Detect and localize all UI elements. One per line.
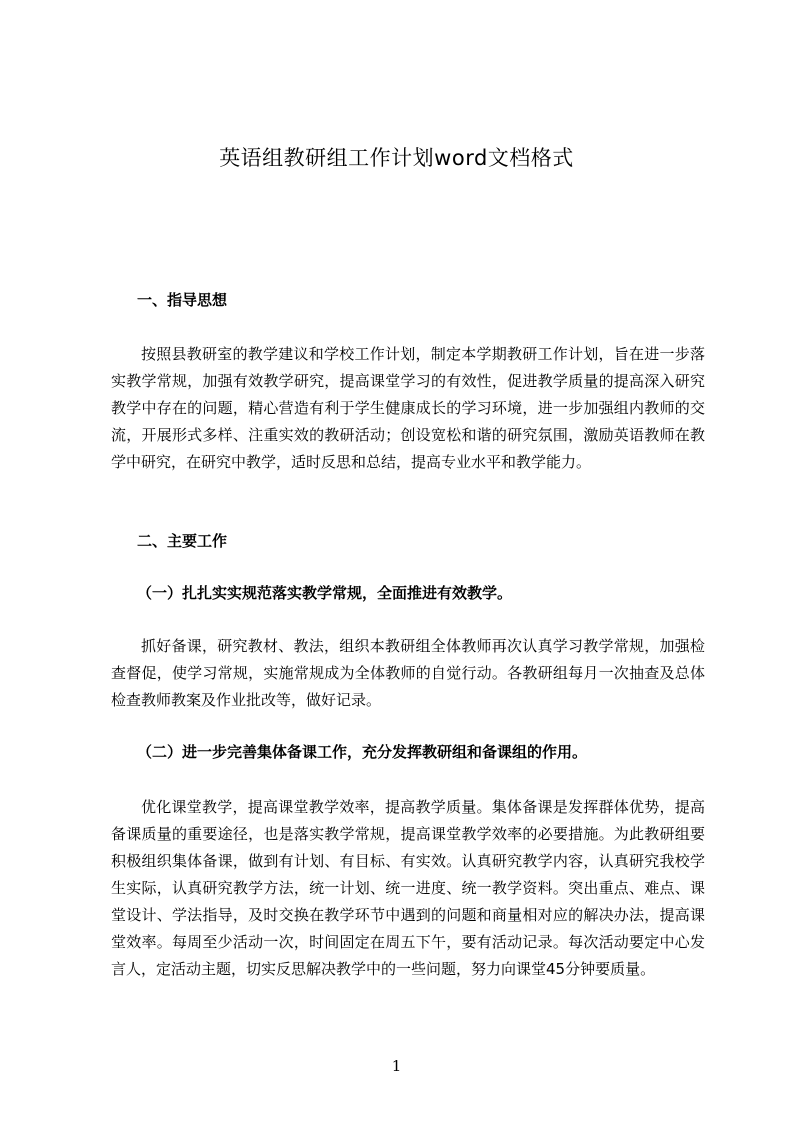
subsection-heading-collective-lesson-prep: （二）进一步完善集体备课工作，充分发挥教研组和备课组的作用。 <box>137 743 588 761</box>
page-number: 1 <box>391 1057 402 1075</box>
subsection-heading-teaching-routine: （一）扎扎实实规范落实教学常规，全面推进有效教学。 <box>137 584 513 602</box>
page-title: 英语组教研组工作计划word文档格式 <box>219 146 574 170</box>
paragraph-guiding-ideology: 按照县教研室的教学建议和学校工作计划，制定本学期教研工作计划，旨在进一步落实教学常规，加强有效教学研究，提高课堂学习的有效性，促进教学质量的提高深入研究教学中存在的问题，精心营造有利于学生健康成长的学习环境，进一步加强组内教师的交流，开展形式多样、注重实效的教研活动；创设宽松和谐的研究氛围，激励英语教师在教学中研究，在研究中教学，适时反思和总结，提高专业水平和教学能力。 <box>111 345 705 471</box>
section-heading-guiding-ideology: 一、指导思想 <box>137 291 228 309</box>
paragraph-teaching-routine: 抓好备课，研究教材、教法，组织本教研组全体教师再次认真学习教学常规，加强检查督促，使学习常规，实施常规成为全体教师的自觉行动。各教研组每月一次抽查及总体检查教师教案及作业批改等，做好记录。 <box>111 637 705 709</box>
paragraph-collective-lesson-prep: 优化课堂教学，提高课堂教学效率，提高教学质量。集体备课是发挥群体优势，提高备课质量的重要途径，也是落实教学常规，提高课堂教学效率的必要措施。为此教研组要积极组织集体备课，做到有计划、有目标、有实效。认真研究教学内容，认真研究我校学生实际，认真研究教学方法，统一计划、统一进度、统一教学资料。突出重点、难点、课堂设计、学法指导，及时交换在教学环节中遇到的问题和商量相对应的解决办法，提高课堂效率。每周至少活动一次，时间固定在周五下午，要有活动记录。每次活动要定中心发言人，定活动主题，切实反思解决教学中的一些问题，努力向课堂45分钟要质量。 <box>111 798 705 978</box>
section-heading-main-work: 二、主要工作 <box>137 532 228 550</box>
